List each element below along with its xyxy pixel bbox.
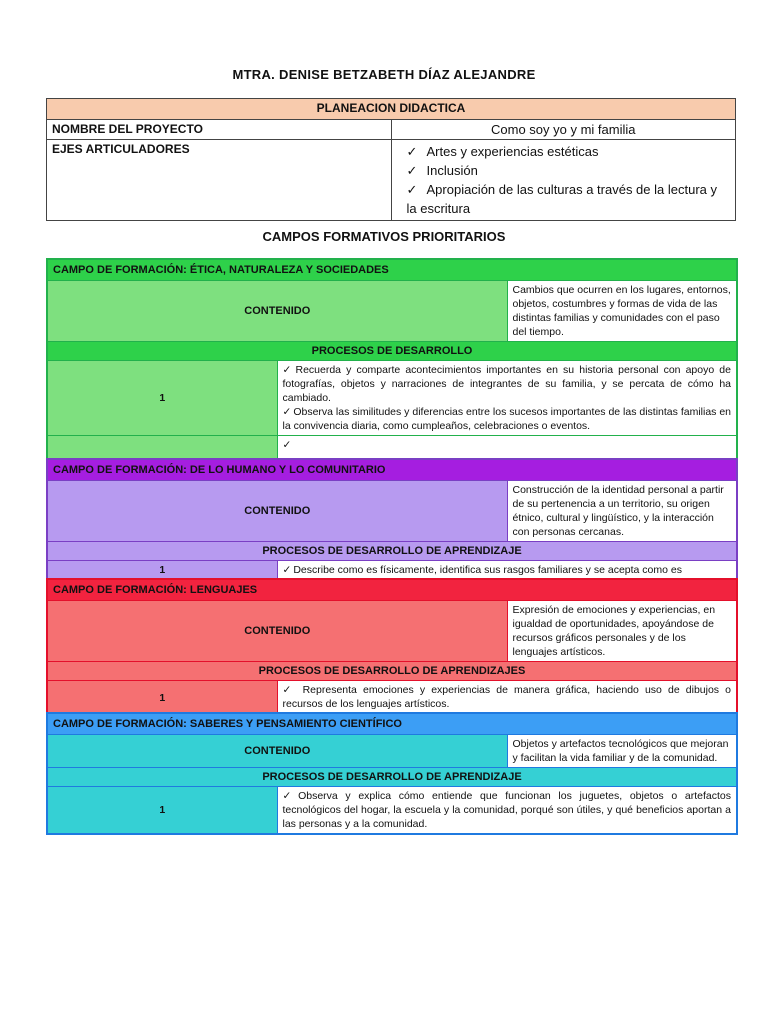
- eje-text: Apropiación de las culturas a través de la lectura y la escritura: [406, 182, 717, 216]
- list-item: [407, 161, 731, 180]
- item-text: Observa las similitudes y diferencias entre los sucesos importantes de las distintas familias en la convivencia diaria, como cumpleaños, celebraciones o eventos.: [282, 406, 732, 432]
- procesos-label: PROCESOS DE DESARROLLO DE APRENDIZAJE: [47, 768, 737, 787]
- campo-table-lenguajes: [46, 578, 738, 717]
- contenido-text: Cambios que ocurren en los lugares, entornos, objetos, costumbres y formas de vida de las distintas familias y comunidades con el paso del tiempo.: [507, 281, 737, 342]
- procesos-items: [277, 681, 737, 717]
- contenido-label: CONTENIDO: [47, 281, 507, 342]
- project-name: Como soy yo y mi familia: [391, 120, 736, 140]
- item-text: Describe como es físicamente, identifica sus rasgos familiares y se acepta como es: [293, 564, 682, 576]
- eje-text: Inclusión: [426, 163, 478, 178]
- campo-title: CAMPO DE FORMACIÓN: SABERES Y PENSAMIENTO CIENTÍFICO: [47, 713, 737, 735]
- checkmark-icon: ✓: [282, 790, 297, 802]
- contenido-text: Construcción de la identidad personal a partir de su pertenencia a un territorio, su origen étnico, cultural y lingüístico, y la interacción con personas cercanas.: [507, 481, 737, 542]
- procesos-items: [277, 787, 737, 835]
- campo-table-saberes: [46, 712, 738, 835]
- list-item: [283, 683, 732, 711]
- planeacion-table: [46, 98, 736, 221]
- item-text: Recuerda y comparte acontecimientos importantes en su historia personal con apoyo de fotografías, objetos y narraciones de integrantes de su familia, y se percata de cómo ha cambiado.: [282, 364, 731, 404]
- list-item: [283, 405, 732, 433]
- eje-text: Artes y experiencias estéticas: [426, 144, 599, 159]
- checkmark-icon: ✓: [282, 406, 292, 418]
- item-number: 1: [47, 561, 277, 581]
- campo-title: CAMPO DE FORMACIÓN: ÉTICA, NATURALEZA Y SOCIEDADES: [47, 259, 737, 281]
- contenido-text: Objetos y artefactos tecnológicos que mejoran y facilitan la vida familiar y de la comunidad.: [507, 735, 737, 768]
- procesos-label: PROCESOS DE DESARROLLO DE APRENDIZAJE: [47, 542, 737, 561]
- item-number: 1: [47, 361, 277, 436]
- ejes-list: [397, 142, 731, 218]
- item-number: 1: [47, 681, 277, 717]
- procesos-label: PROCESOS DE DESARROLLO: [47, 342, 737, 361]
- checkmark-icon: ✓: [406, 163, 418, 178]
- ejes-label: EJES ARTICULADORES: [47, 140, 392, 221]
- campo-table-humano: [46, 458, 738, 581]
- contenido-label: CONTENIDO: [47, 601, 507, 662]
- teacher-name: MTRA. DENISE BETZABETH DÍAZ ALEJANDRE: [232, 67, 536, 82]
- checkmark-icon: ✓: [406, 182, 418, 197]
- item-text: Observa y explica cómo entiende que funcionan los juguetes, objetos o artefactos tecnológicos del hogar, la escuela y la comunidad, porqué son útiles, y qué beneficios aportan a las personas y a la comunidad.: [282, 790, 731, 830]
- contenido-label: CONTENIDO: [47, 735, 507, 768]
- checkmark-icon: ✓: [282, 439, 292, 451]
- campo-title: CAMPO DE FORMACIÓN: DE LO HUMANO Y LO COMUNITARIO: [47, 459, 737, 481]
- contenido-text: Expresión de emociones y experiencias, en igualdad de oportunidades, apoyándose de recursos gráficos personales y de los lenguajes artísticos.: [507, 601, 737, 662]
- campo-table-etica: [46, 258, 738, 472]
- checkmark-icon: ✓: [282, 684, 295, 696]
- checkmark-icon: ✓: [406, 144, 418, 159]
- item-text: Representa emociones y experiencias de manera gráfica, haciendo uso de dibujos o recursos de los lenguajes artísticos.: [282, 684, 731, 710]
- planeacion-title: PLANEACION DIDACTICA: [47, 99, 736, 120]
- list-item: [283, 789, 732, 831]
- list-item: [407, 142, 731, 161]
- campo-title: CAMPO DE FORMACIÓN: LENGUAJES: [47, 579, 737, 601]
- section-title: CAMPOS FORMATIVOS PRIORITARIOS: [262, 229, 506, 244]
- contenido-label: CONTENIDO: [47, 481, 507, 542]
- checkmark-icon: ✓: [282, 364, 294, 376]
- procesos-label: PROCESOS DE DESARROLLO DE APRENDIZAJES: [47, 662, 737, 681]
- list-item: [283, 563, 732, 577]
- checkmark-icon: ✓: [282, 564, 292, 576]
- ejes-cell: [391, 140, 736, 221]
- list-item: [407, 180, 731, 218]
- project-label: NOMBRE DEL PROYECTO: [47, 120, 392, 140]
- list-item: [283, 363, 732, 405]
- procesos-items: [277, 361, 737, 436]
- item-number: 1: [47, 787, 277, 835]
